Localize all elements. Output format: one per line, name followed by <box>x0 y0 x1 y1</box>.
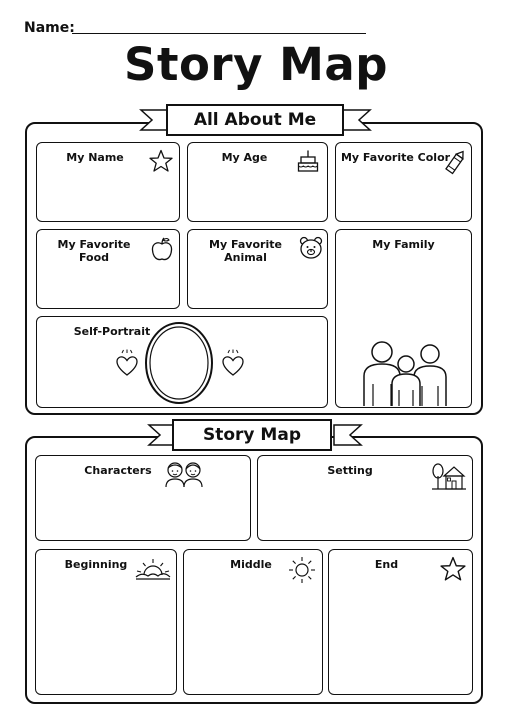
self-portrait-box[interactable] <box>36 316 328 408</box>
setting-box[interactable] <box>257 455 473 541</box>
my-favorite-animal-box[interactable] <box>187 229 328 309</box>
middle-label: Middle <box>230 558 272 571</box>
my-favorite-animal-label: My Favorite Animal <box>209 238 282 264</box>
heart-icon <box>115 349 139 377</box>
birthday-cake-icon <box>297 149 319 173</box>
characters-label: Characters <box>84 464 152 477</box>
my-favorite-color-box[interactable] <box>335 142 472 222</box>
end-label: End <box>374 558 399 571</box>
heart-icon <box>221 349 245 377</box>
name-write-line[interactable] <box>72 33 366 34</box>
page-title: Story Map <box>124 38 388 91</box>
mirror-frame-icon <box>143 321 215 405</box>
characters-box[interactable] <box>35 455 251 541</box>
sun-icon <box>288 556 316 584</box>
setting-label: Setting <box>327 464 373 477</box>
sunrise-icon <box>136 558 170 580</box>
my-favorite-color-label: My Favorite Color <box>340 151 451 164</box>
story-map-banner: Story Map <box>172 419 332 451</box>
star-icon <box>440 556 466 582</box>
bear-face-icon <box>299 236 323 260</box>
end-box[interactable] <box>328 549 473 695</box>
beginning-label: Beginning <box>64 558 128 571</box>
middle-box[interactable] <box>183 549 323 695</box>
my-favorite-food-label: My Favorite Food <box>57 238 131 264</box>
my-age-label: My Age <box>221 151 268 164</box>
my-name-label: My Name <box>66 151 124 164</box>
name-label: Name: <box>24 20 75 36</box>
about-me-banner: All About Me <box>166 104 344 136</box>
my-family-label: My Family <box>372 238 435 251</box>
apple-icon <box>151 236 173 262</box>
family-icon <box>360 340 452 406</box>
crayon-icon <box>445 149 465 177</box>
self-portrait-label: Self-Portrait <box>73 325 151 338</box>
my-family-box[interactable] <box>335 229 472 408</box>
my-age-box[interactable] <box>187 142 328 222</box>
beginning-box[interactable] <box>35 549 177 695</box>
two-children-icon <box>164 461 204 487</box>
house-tree-icon <box>432 462 466 490</box>
my-name-box[interactable] <box>36 142 180 222</box>
my-favorite-food-box[interactable] <box>36 229 180 309</box>
star-icon <box>149 149 173 173</box>
